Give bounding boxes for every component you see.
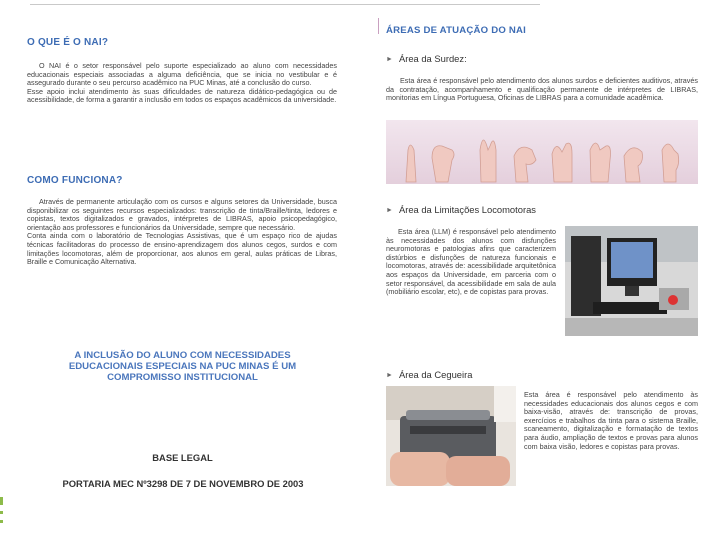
como-paragraph-2: Conta ainda com o laboratório de Tecnologias Assistivas, que é um espaço rico de ajudas técnicas facilitadoras do processo de ensino-aprendizagem dos alunos cegos, surdos e com limitações locomotoras, além de proporcionar, aos alunos em geral, aulas práticas de Libras, Braille e Comunicação Alternativa. xyxy=(27,231,337,267)
o-que-paragraph-1: O NAI é o setor responsável pelo suporte especializado ao aluno com necessidades educacionais especiais associadas a alguma deficiência, que se inicia no vestibular e é assegurado durante o seu percurso acadêmico na PUC Minas, até a conclusão do curso. xyxy=(27,61,337,88)
como-funciona-heading: COMO FUNCIONA? xyxy=(27,175,123,186)
llm-title-text: Área da Limitações Locomotoras xyxy=(398,204,536,215)
llm-title xyxy=(386,204,536,215)
llm-paragraph: Esta área (LLM) é responsável pelo atendimento às necessidades dos alunos com disfunções neuromotoras e patologias afins que caracterizem distúrbios e disfunções de natureza funcionais e locomotoras, através de: acessibilidade arquitetônica aos espaços da Universidade, em parceria com o setor responsável, da acessibilidade em sala de aula (mobiliário escolar, etc), e de copistas para provas. xyxy=(386,227,556,297)
cegueira-title-text: Área da Cegueira xyxy=(398,369,473,380)
bullet-icon: ► xyxy=(386,56,393,63)
green-mark-icon xyxy=(0,511,3,514)
surdez-paragraph: Esta área é responsável pelo atendimento dos alunos surdos e deficientes auditivos, através da contratação, acompanhamento e qualificação permanente de intérpretes de LIBRAS, monitorias em Língua Portuguesa, Oficinas de LIBRAS para a comunidade acadêmica. xyxy=(386,76,698,103)
surdez-text xyxy=(386,77,698,103)
top-divider xyxy=(30,0,540,5)
cegueira-text xyxy=(524,391,698,451)
o-que-text xyxy=(27,62,337,105)
cegueira-title xyxy=(386,369,472,380)
o-que-heading: O QUE É O NAI? xyxy=(27,37,109,48)
llm-text xyxy=(386,228,556,297)
accent-line xyxy=(378,18,379,34)
green-mark-icon xyxy=(0,497,3,505)
braille-machine-image xyxy=(386,386,516,486)
computer-workstation-image xyxy=(565,226,698,336)
areas-heading: ÁREAS DE ATUAÇÃO DO NAI xyxy=(386,25,526,36)
como-paragraph-1: Através de permanente articulação com os cursos e alguns setores da Universidade, busca disponibilizar os seguintes recursos especializados: transcrição de tinta/Braille/tinta, ledores e copistas, textos digitalizados e gravados, intérpretes de LIBRAS, apoio psicopedagógico, orientação aos professores e funcionários da Universidade, sempre que necessário. xyxy=(27,197,337,232)
o-que-paragraph-2: Esse apoio inclui atendimento às suas dificuldades de natureza didático-pedagógica ou de acessibilidade, de forma a garantir a inclusão em todos os espaços acadêmicos da universidade. xyxy=(27,86,337,105)
como-funciona-text xyxy=(27,198,337,267)
sign-language-hands-image xyxy=(386,120,698,184)
surdez-title-text: Área da Surdez: xyxy=(398,53,467,64)
portaria-text: PORTARIA MEC Nº3298 DE 7 DE NOVEMBRO DE 2003 xyxy=(62,478,304,489)
bullet-icon: ► xyxy=(386,372,393,379)
surdez-title xyxy=(386,53,467,64)
green-mark-icon xyxy=(0,520,3,523)
bullet-icon: ► xyxy=(386,207,393,214)
cegueira-paragraph: Esta área é responsável pelo atendimento às necessidades educacionais dos alunos cegos e com baixa-visão, através de: transcrição de provas, exercícios e trabalhos da tinta para o sistema Braille, scaneamento, digitalização e formatação de textos para áudio, ampliação de textos e provas para alunos com baixa visão, ledores e copistas para provas. xyxy=(524,390,698,451)
base-legal-heading: BASE LEGAL xyxy=(152,452,213,463)
commitment-statement: A INCLUSÃO DO ALUNO COM NECESSIDADES EDUCACIONAIS ESPECIAIS NA PUC MINAS É UM COMPROMISSO INSTITUCIONAL xyxy=(68,350,297,383)
